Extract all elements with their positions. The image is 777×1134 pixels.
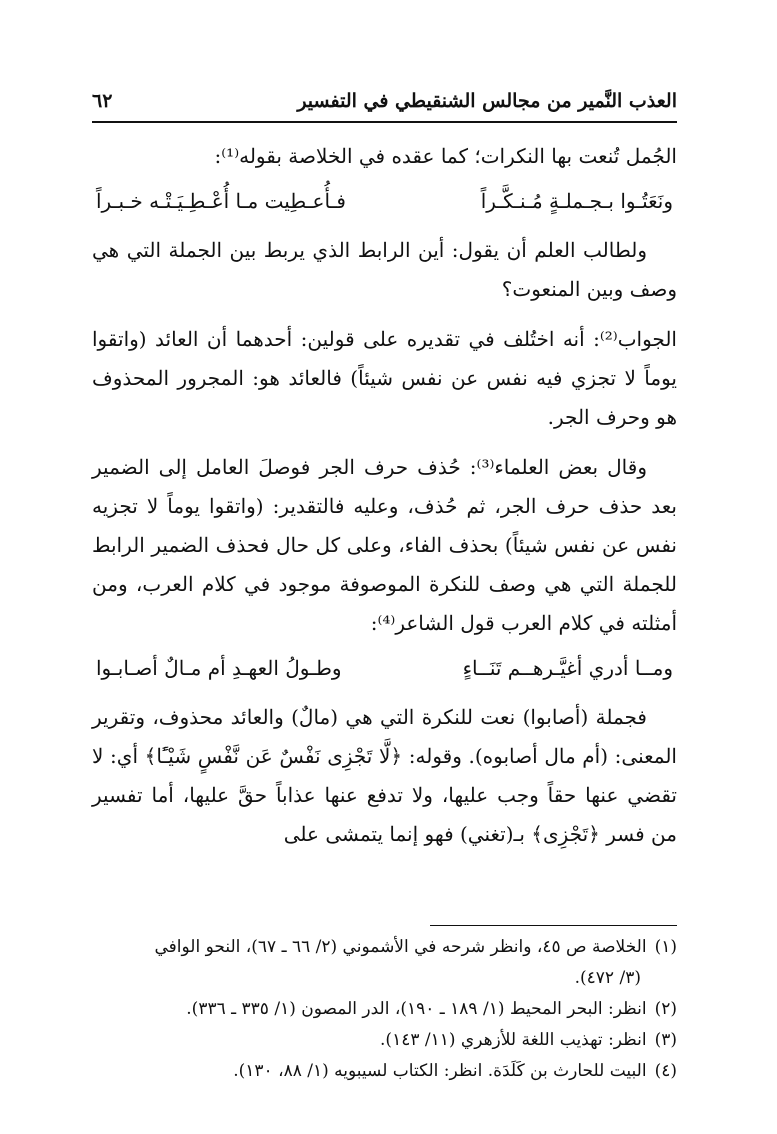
footnote <box>92 995 677 1024</box>
footnote <box>92 1057 677 1086</box>
footnote-rule <box>430 925 677 926</box>
paragraph: الجُمل تُنعت بها النكرات؛ كما عقده في الخلاصة بقوله⁽¹⁾: <box>214 144 677 168</box>
paragraph: وقال بعض العلماء⁽³⁾: حُذف حرف الجر فوصلَ العامل إلى الضمير بعد حذف حرف الجر، ثم حُذف، وعليه فالتقدير: (واتقوا يوماً لا تجزيه نفس عن نفس شيئاً) بحذف الفاء، وعلى كل حال فحذف الضمير الرابط للجملة التي هي وصف للنكرة الموصوفة موجود في كلام العرب، ومن أمثلته في كلام العرب قول الشاعر⁽⁴⁾: <box>92 455 677 635</box>
verse-left-hemistich: وطـولُ العهـدِ أم مـالٌ أصـابـوا <box>96 656 342 680</box>
paragraph: الجواب⁽²⁾: أنه اختُلف في تقديره على قولين: أحدهما أن العائد (واتقوا يوماً لا تجزي فيه نفس عن نفس شيئاً) فالعائد هو: المجرور المحذوف هو وحرف الجر. <box>92 327 677 429</box>
footnotes <box>92 933 677 1088</box>
footnote-continuation: (٣/ ٤٧٢). <box>574 968 641 988</box>
footnote-number: (٢) <box>654 999 677 1019</box>
footnote-text: الخلاصة ص ٤٥، وانظر شرحه في الأشموني (٢/ ٦٦ ـ ٦٧)، النحو الوافي <box>154 937 647 957</box>
running-head <box>92 84 677 118</box>
footnote-text: انظر: تهذيب اللغة للأزهري (١١/ ١٤٣). <box>380 1030 647 1050</box>
footnote-number: (١) <box>654 937 677 957</box>
verse-right-hemistich: ومــا أدري أغيَّـرهــم تَنَــاءٍ <box>462 656 673 680</box>
paragraph: ولطالب العلم أن يقول: أين الرابط الذي يربط بين الجملة التي هي وصف وبين المنعوت؟ <box>92 238 677 301</box>
footnote-number: (٣) <box>654 1030 677 1050</box>
main-text <box>92 137 677 854</box>
header-rule <box>92 121 677 123</box>
footnote-number: (٤) <box>654 1061 677 1081</box>
paragraph: فجملة (أصابوا) نعت للنكرة التي هي (مالٌ) والعائد محذوف، وتقرير المعنى: (أم مال أصابوه). وقوله: ﴿لَّا تَجْزِى نَفْسٌ عَن نَّفْسٍ شَيْـًٔا﴾ أي: لا تقضي عنها حقاً وجب عليها، ولا تدفع عنها عذاباً حقَّ عليها، أما تفسير من فسر ﴿تَجْزِى﴾ بـ(تغني) فهو إنما يتمشى على <box>92 705 677 846</box>
footnote-text: البيت للحارث بن كَلَدَة. انظر: الكتاب لسيبويه (١/ ٨٨، ١٣٠). <box>233 1061 647 1081</box>
verse-left-hemistich: فـأُعـطِيت مـا أُعْـطِـيَـتْـه خـبـراً <box>96 189 346 213</box>
book-title: العذب النَّمير من مجالس الشنقيطي في التفسير <box>297 90 677 112</box>
footnote <box>92 933 677 962</box>
footnote <box>92 1026 677 1055</box>
verse-line <box>92 649 677 688</box>
verse-right-hemistich: ونَعَتُـوا بـجـملـةٍ مُـنـكَّـراً <box>480 189 673 213</box>
page-number: ٦٢ <box>92 90 113 112</box>
verse-line <box>92 182 677 221</box>
footnote-text: انظر: البحر المحيط (١/ ١٨٩ ـ ١٩٠)، الدر المصون (١/ ٣٣٥ ـ ٣٣٦). <box>186 999 647 1019</box>
